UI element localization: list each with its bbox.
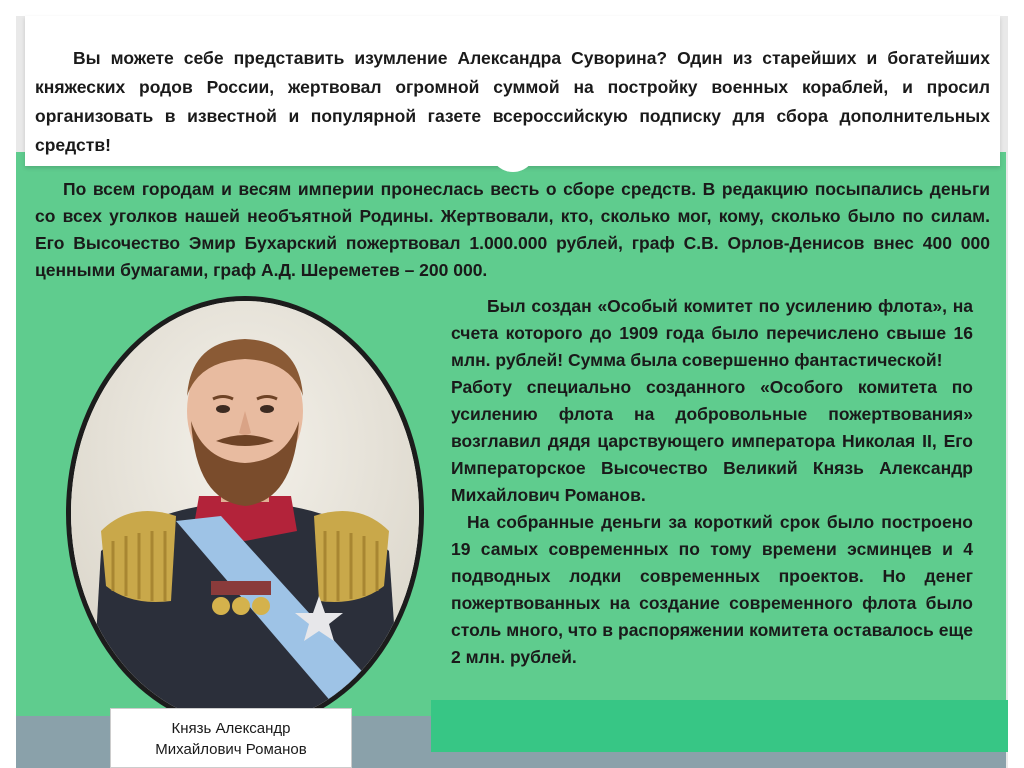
accent-bar: [431, 700, 1008, 752]
caption-line-2: Михайлович Романов: [155, 741, 307, 758]
portrait-caption: [110, 708, 352, 768]
committee-paragraph: Был создан «Особый комитет по усилению флота», на счета которого до 1909 года было перечислено свыше 16 млн. рублей! Сумма была совершенно фантастической!: [451, 296, 973, 370]
committee-column: [451, 293, 973, 671]
fleet-paragraph: На собранные деньги за короткий срок было построено 19 самых современных по тому времени эсминцев и 4 подводных лодки современных проектов. Но денег пожертвованных на создание современного флота было столь много, что в распоряжении комитета оставалось еще 2 млн. рублей.: [451, 512, 973, 667]
portrait-frame: [66, 296, 424, 730]
leader-paragraph: Работу специально созданного «Особого комитета по усилению флота на добровольные пожертвования» возглавил дядя царствующего императора Николая II, Его Императорское Высочество Великий Князь Александр Михайлович Романов.: [451, 377, 973, 505]
intro-paragraph: Вы можете себе представить изумление Александра Суворина? Один из старейших и богатейших княжеских родов России, жертвовал огромной суммой на постройку военных кораблей, и просил организовать в известной и популярной газете всероссийскую подписку для сбора дополнительных средств!: [35, 48, 990, 155]
collection-paragraph: По всем городам и весям империи пронеслась весть о сборе средств. В редакцию посыпались деньги со всех уголков нашей необъятной Родины. Жертвовали, кто, сколько мог, кому, сколько было по силам. Его Высочество Эмир Бухарский пожертвовал 1.000.000 рублей, граф С.В. Орлов-Денисов внес 400 000 ценными бумагами, граф А.Д. Шереметев – 200 000.: [35, 179, 990, 280]
portrait-image: [71, 301, 419, 725]
caption-line-1: Князь Александр: [171, 720, 291, 737]
